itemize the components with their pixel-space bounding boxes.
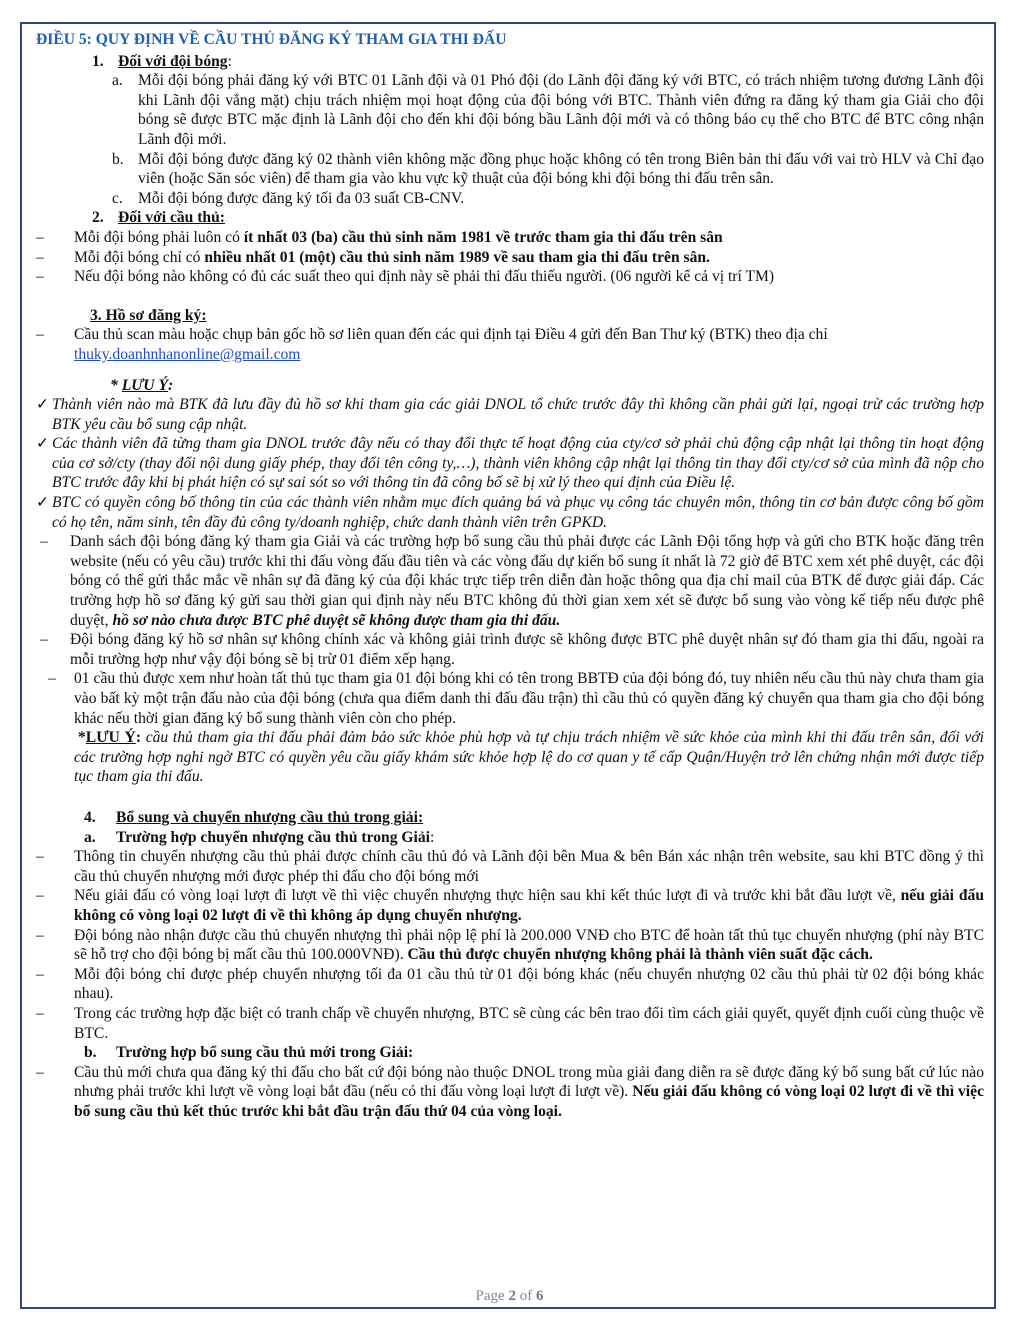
section-1-item-b: b. Mỗi đội bóng được đăng ký 02 thành viên không mặc đồng phục hoặc không có tên trong Biên bản thi đấu với vai trò HLV và Chỉ đạo viên (hoặc Săn sóc viên) để tham gia vào khu vực kỹ thuật của đội bóng khi đội bóng thi đấu trên sân. xyxy=(112,150,984,188)
list-item: – Cầu thủ scan màu hoặc chụp bản gốc hồ sơ liên quan đến các qui định tại Điều 4 gửi đến Ban Thư ký (BTK) theo địa chỉ thuky.doanhnhanonline@gmail.com xyxy=(36,326,828,363)
section-1-item-a: a. Mỗi đội bóng phải đăng ký với BTC 01 Lãnh đội và 01 Phó đội (do Lãnh đội đăng ký với BTC, có trách nhiệm tương đương Lãnh đội khi Lãnh đội vắng mặt) chịu trách nhiệm mọi hoạt động của đội bóng với BTC. Thành viên đứng ra đăng ký tham gia Giải cho đội bóng sẽ được BTC mặc định là Lãnh đội cho đến khi đội bóng bầu Lãnh đội mới và có thông báo cụ thể cho BTC để BTC công nhận Lãnh đội mới. xyxy=(112,72,984,148)
list-item: – Trong các trường hợp đặc biệt có tranh chấp về chuyển nhượng, BTC sẽ cùng các bên trao đổi tìm cách giải quyết, quyết định cuối cùng thuộc về BTC. xyxy=(36,1004,984,1042)
list-item: – Thông tin chuyển nhượng cầu thủ phải được chính cầu thủ đó và Lãnh đội bên Mua & bên Bán xác nhận trên website, sau khi BTC đồng ý thì cầu thủ chuyển nhượng mới được phép thi đấu cho đội bóng mới xyxy=(36,848,984,885)
article-title: ĐIỀU 5: QUY ĐỊNH VỀ CẦU THỦ ĐĂNG KÝ THAM GIA THI ĐẤU xyxy=(36,31,507,48)
check-icon: ✓ xyxy=(36,435,50,453)
section-4b-heading: b. Trường hợp bổ sung cầu thủ mới trong Giải: xyxy=(84,1044,414,1062)
section-1-heading: 1. Đối với đội bóng: xyxy=(92,52,232,70)
check-item: ✓ BTC có quyền công bố thông tin của các thành viên nhằm mục đích quảng bá và phục vụ công tác chuyên môn, thông tin cơ bản được công bố gồm có họ tên, năm sinh, tên đầy đủ công ty/doanh nghiệp, chức danh thành viên trên GPKD. xyxy=(36,494,984,531)
list-item: – Mỗi đội bóng chỉ được phép chuyển nhượng tối đa 01 cầu thủ từ 01 đội bóng khác (nếu chuyển nhượng 02 cầu thủ phải từ 02 đội bóng khác nhau). xyxy=(36,965,984,1003)
section-4-heading: 4. Bổ sung và chuyển nhượng cầu thủ trong giải: xyxy=(84,808,424,826)
section-3-heading: 3. Hồ sơ đăng ký: xyxy=(90,306,207,324)
list-item: – Nếu đội bóng nào không có đủ các suất theo qui định này sẽ phải thi đấu thiếu người. (06 người kể cả vị trí TM) xyxy=(36,268,775,286)
document-body xyxy=(36,30,984,1121)
email-link[interactable]: thuky.doanhnhanonline@gmail.com xyxy=(74,345,301,363)
list-item: – Đội bóng đăng ký hồ sơ nhân sự không chính xác và không giải trình được sẽ không được BTC phê duyệt nhân sự đó tham gia thi đấu, ngoài ra mỗi trường hợp như vậy đội bóng sẽ bị trừ 01 điểm xếp hạng. xyxy=(40,631,984,668)
page-footer: Page 2 of 6 xyxy=(475,1288,544,1304)
list-item: – Cầu thủ mới chưa qua đăng ký thi đấu cho bất cứ đội bóng nào thuộc DNOL trong mùa giải đang diễn ra sẽ được đăng ký bổ sung bất cứ lúc nào nhưng phải trước khi lượt về vòng loại bắt đầu (nếu có thi đấu vòng loại lượt đi lượt về). Nếu giải đấu không có vòng loại 02 lượt đi về thì việc bổ sung cầu thủ kết thúc trước khi bắt đầu trận đấu thứ 04 của vòng loại. xyxy=(36,1063,984,1120)
check-icon: ✓ xyxy=(36,396,50,414)
list-item: – Nếu giải đấu có vòng loại lượt đi lượt về thì việc chuyển nhượng thực hiện sau khi kết thúc lượt đi và trước khi bắt đầu lượt về, nếu giải đấu không có vòng loại 02 lượt đi về thì không áp dụng chuyển nhượng. xyxy=(36,887,984,924)
list-item: – Đội bóng nào nhận được cầu thủ chuyển nhượng thì phải nộp lệ phí là 200.000 VNĐ cho BTC để hoàn tất thủ tục chuyển nhượng (phí này BTC sẽ hỗ trợ cho đội bóng bị mất cầu thủ 100.000VNĐ). Cầu thủ được chuyển nhượng không phải là thành viên suất đặc cách. xyxy=(36,926,984,964)
section-2-heading: 2. Đối với cầu thủ: xyxy=(92,209,225,227)
check-item: ✓ Thành viên nào mà BTK đã lưu đầy đủ hồ sơ khi tham gia các giải DNOL tổ chức trước đây thì không cần phải gửi lại, ngoại trừ các trường hợp BTK yêu cầu bổ sung cập nhật. xyxy=(36,396,984,433)
list-item: – Danh sách đội bóng đăng ký tham gia Giải và các trường hợp bổ sung cầu thủ phải được các Lãnh Đội tổng hợp và gửi cho BTK hoặc đăng trên website (nếu có yêu cầu) trước khi thi đấu vòng đấu đầu tiên và các vòng đấu dự kiến bổ sung ít nhất là 72 giờ để BTC xem xét phê duyệt, các đội bóng có thể gửi thắc mắc về nhân sự đã đăng ký của đội khác trực tiếp trên diễn đàn hoặc thông qua địa chỉ mail của BTK để được giải đáp. Các trường hợp hồ sơ đăng ký gửi sau thời gian qui định này nếu BTC không đủ thời gian xem xét sẽ được bổ sung vào vòng kế tiếp nếu được phê duyệt, hồ sơ nào chưa được BTC phê duyệt sẽ không được tham gia thi đấu. xyxy=(40,533,984,629)
check-icon: ✓ xyxy=(36,494,50,512)
list-item: – Mỗi đội bóng phải luôn có ít nhất 03 (ba) cầu thủ sinh năm 1981 về trước tham gia thi đấu trên sân xyxy=(36,228,723,246)
page-number: 2 xyxy=(508,1288,516,1304)
check-item: ✓ Các thành viên đã từng tham gia DNOL trước đây nếu có thay đổi thực tế hoạt động của cty/cơ sở phải chủ động cập nhật lại thông tin hoạt động của cơ sở/cty (thay đổi nội dung giấy phép, thay đổi tên công ty,…), thành viên không cập nhật lại thông tin thay đổi cty/cơ sở của mình đã nộp cho BTC trước đây khi bị phát hiện có sự sai sót so với thông tin đã công bố sẽ bị xử lý theo qui định của Điều lệ. xyxy=(36,435,984,492)
note-heading: * LƯU Ý: xyxy=(110,376,174,394)
page-frame xyxy=(20,22,996,1309)
section-4a-heading: a. Trường hợp chuyển nhượng cầu thủ trong Giải: xyxy=(84,828,435,846)
section-1-item-c: c. Mỗi đội bóng được đăng ký tối đa 03 suất CB-CNV. xyxy=(112,189,465,207)
page-total: 6 xyxy=(535,1288,544,1304)
list-item: – 01 cầu thủ được xem như hoàn tất thủ tục tham gia 01 đội bóng khi có tên trong BBTĐ của đội bóng đó, tuy nhiên nếu cầu thủ này chưa tham gia vào bất kỳ một trận đấu nào của đội bóng (chưa qua điểm danh thi đấu đầu trận) thì cầu thủ có quyền đăng ký chuyển qua tham gia cho đội bóng khác nếu thời gian đăng ký bổ sung thành viên còn cho phép. *LƯU Ý: cầu thủ tham gia thi đấu phải đảm bảo sức khỏe phù hợp và tự chịu trách nhiệm về sức khỏe của mình khi thi đấu trên sân, đối với các trường hợp nghi ngờ BTC có quyền yêu cầu giấy khám sức khỏe hợp lệ do cơ quan y tế cấp Quận/Huyện trở lên chứng nhận mới được tiếp tục tham gia thi đấu. xyxy=(48,670,984,786)
list-item: – Mỗi đội bóng chỉ có nhiều nhất 01 (một) cầu thủ sinh năm 1989 về sau tham gia thi đấu trên sân. xyxy=(36,248,710,266)
